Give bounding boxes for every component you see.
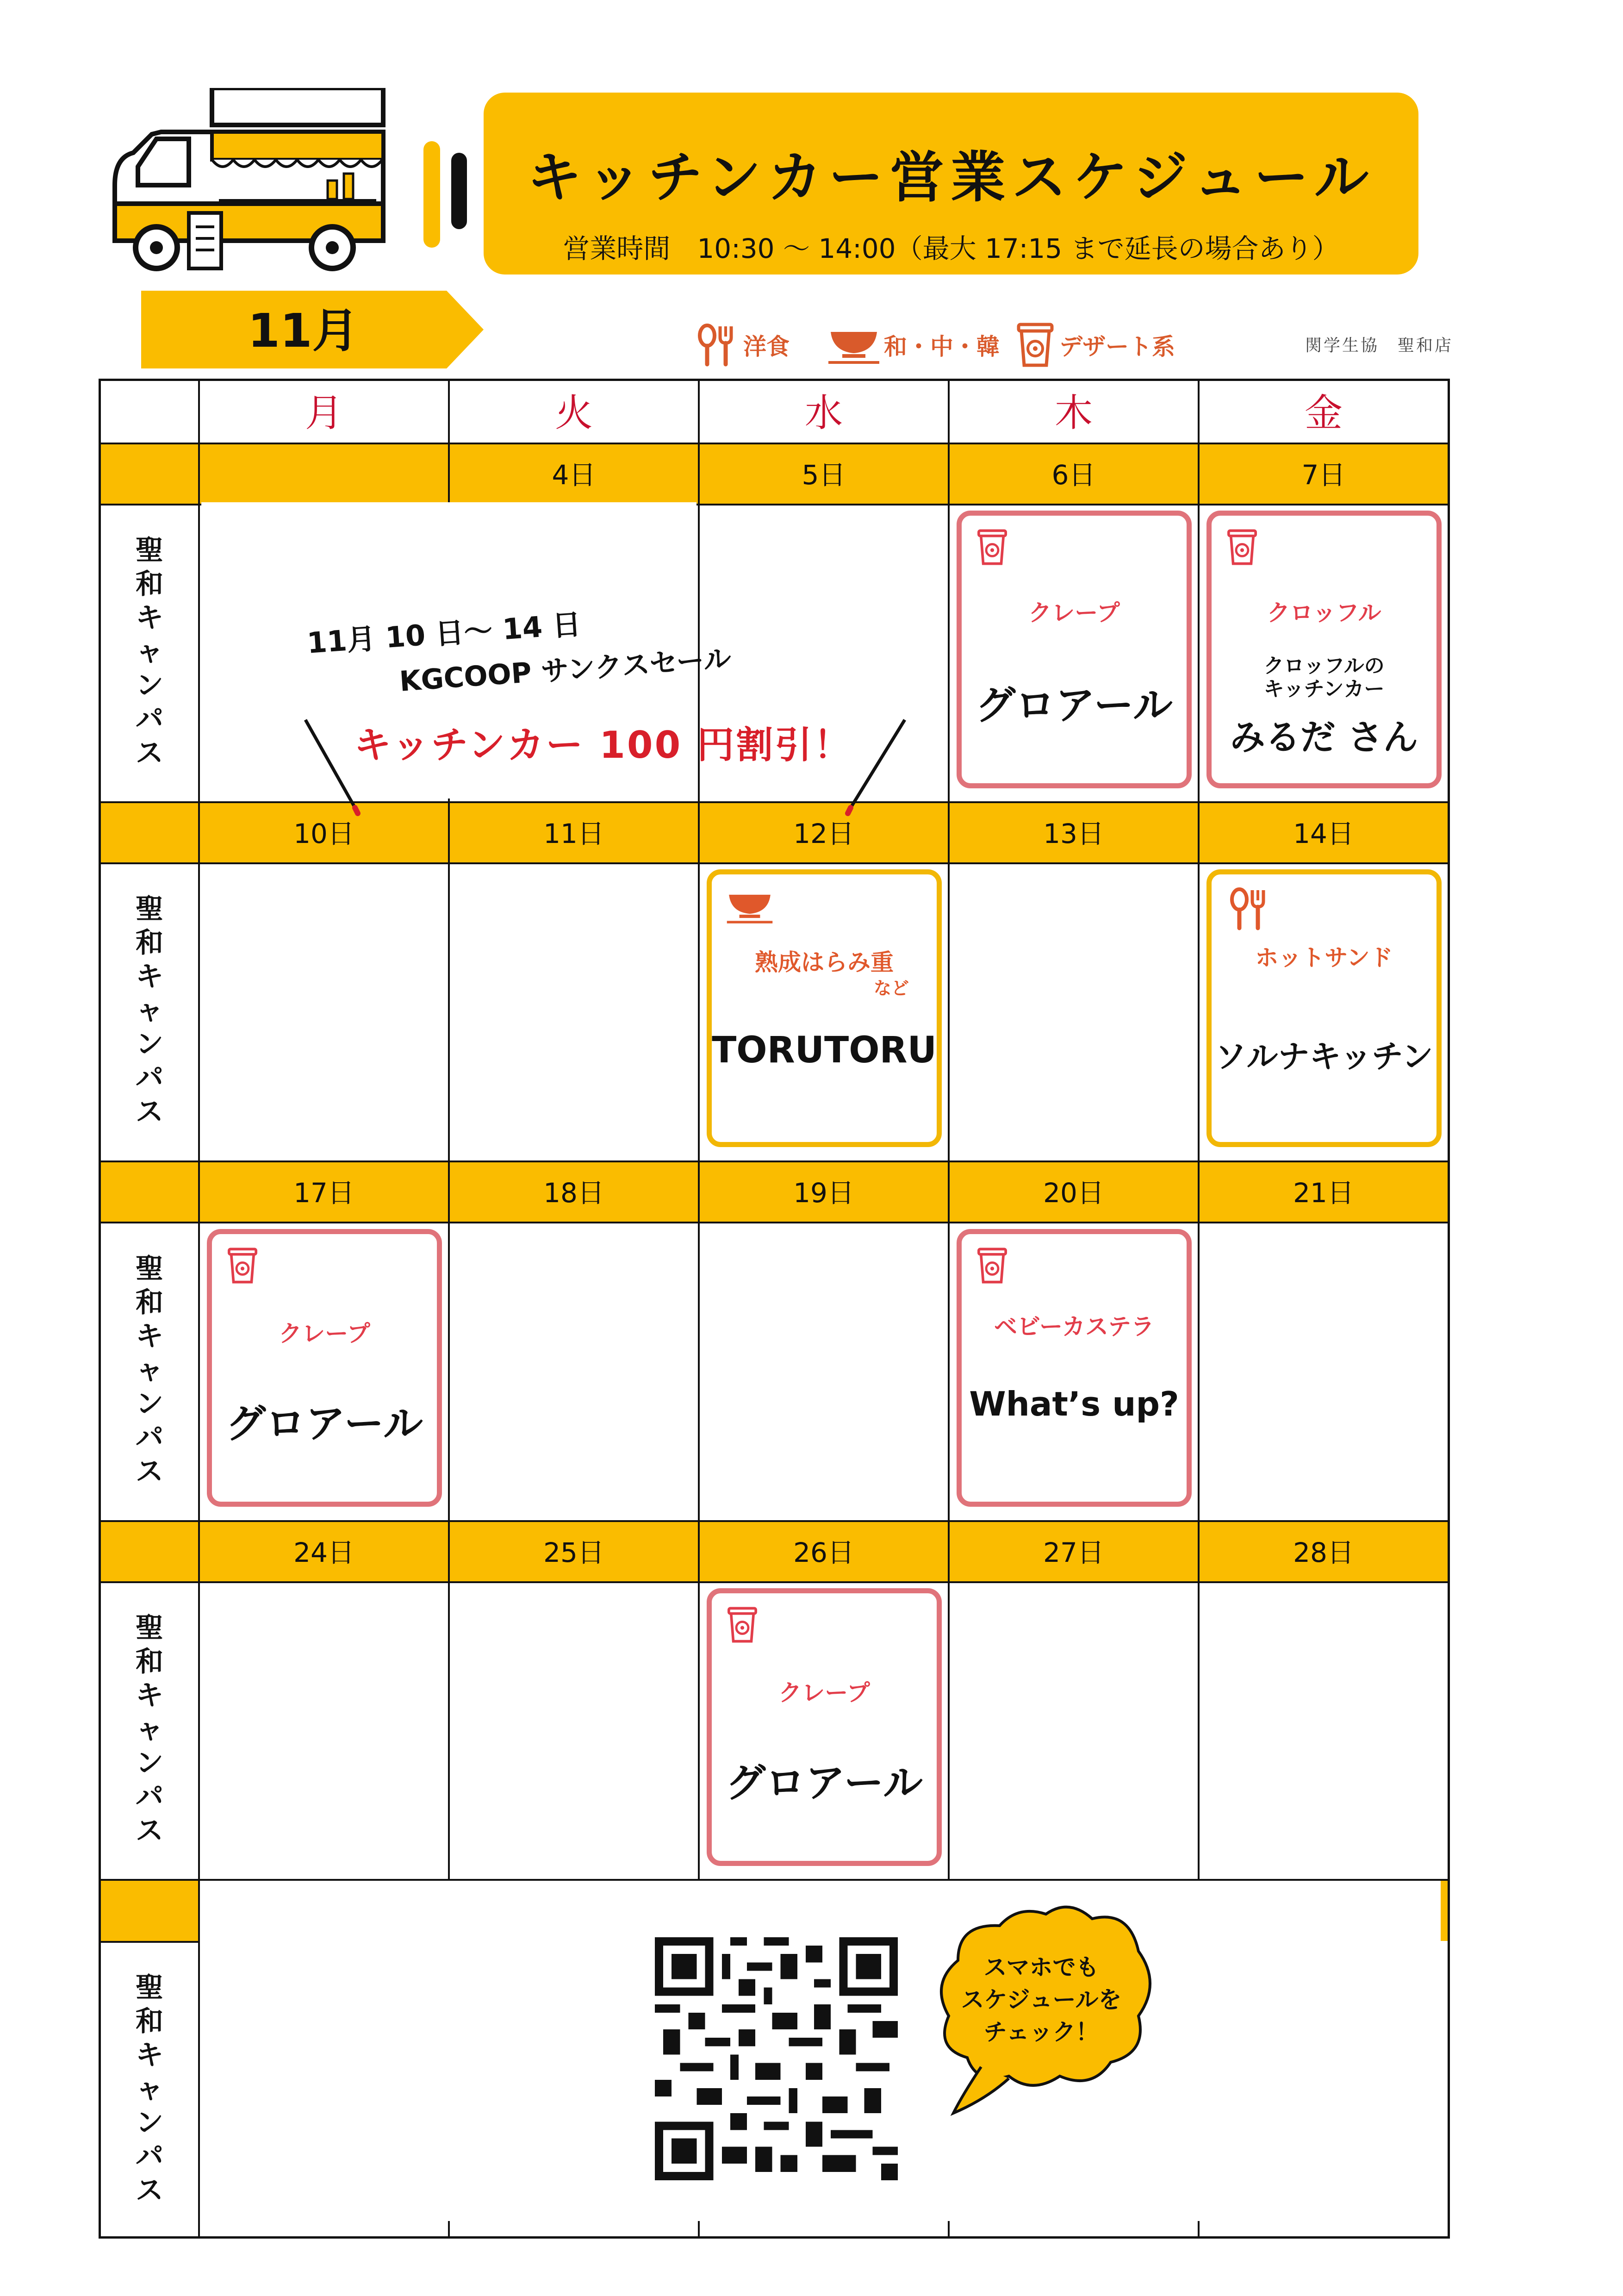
bubble-line: スマホでも	[983, 1954, 1099, 1981]
event-vendor: グロアール	[226, 1401, 423, 1447]
event-category: クレープ	[1028, 599, 1120, 626]
bowl-icon	[727, 886, 773, 926]
date-band-week5	[101, 1881, 198, 1941]
page-title: キッチンカー営業スケジュール	[527, 145, 1375, 209]
cup-icon	[1016, 323, 1055, 367]
weekday-mon: 月	[305, 391, 343, 435]
date-cell: 26日	[793, 1537, 854, 1568]
campus-label-text: 聖和キャンパス	[136, 893, 163, 1128]
event-card[interactable]	[707, 869, 942, 1147]
event-card[interactable]	[957, 1229, 1192, 1507]
date-cell: 25日	[543, 1537, 604, 1568]
weekday-fri: 金	[1304, 391, 1343, 435]
legend-dessert	[1016, 324, 1175, 366]
campus-label-text: 聖和キャンパス	[136, 1612, 163, 1847]
weekday-wed: 水	[804, 391, 843, 435]
date-cell: 12日	[793, 818, 854, 849]
weekday-thu: 木	[1054, 391, 1093, 435]
date-cell: 21日	[1293, 1177, 1354, 1209]
grid-line	[101, 862, 1448, 864]
campus-label	[101, 892, 198, 1129]
legend-western	[694, 324, 790, 366]
grid-tick	[698, 2221, 700, 2237]
cup-icon	[976, 528, 1008, 567]
campus-label	[101, 1252, 198, 1489]
date-cell: 24日	[293, 1537, 354, 1568]
event-vendor: TORUTORU	[712, 1029, 937, 1071]
date-cell: 14日	[1293, 818, 1354, 849]
grid-tick	[448, 2221, 450, 2237]
date-cell: 7日	[1301, 459, 1346, 491]
event-category: ホットサンド	[1255, 944, 1393, 971]
grid-line	[101, 1941, 198, 1943]
event-subtitle: クロッフルの	[1263, 654, 1385, 678]
food-truck-icon	[106, 88, 402, 282]
cup-icon	[227, 1246, 258, 1285]
date-cell: 18日	[543, 1177, 604, 1209]
campus-label	[101, 534, 198, 770]
sale-dates: 11月 10 日〜 14 日	[305, 607, 582, 660]
date-band-week5-edge	[1441, 1881, 1448, 1941]
date-cell	[200, 444, 448, 504]
event-card[interactable]	[1206, 869, 1442, 1147]
event-category: 熟成はらみ重	[755, 949, 894, 976]
grid-tick	[1198, 2221, 1200, 2237]
event-category: クロッフル	[1267, 599, 1381, 626]
sale-title: KGCOOP サンクスセール	[398, 642, 733, 698]
legend-label: 和・中・韓	[884, 333, 1000, 360]
campus-label-text: 聖和キャンパス	[136, 534, 163, 769]
weekday-tue: 火	[554, 391, 593, 435]
event-card[interactable]	[207, 1229, 442, 1507]
title-banner	[484, 93, 1418, 275]
event-category-suffix: など	[873, 978, 909, 998]
date-cell: 19日	[793, 1177, 854, 1209]
bubble-line: チェック！	[983, 2019, 1099, 2046]
bubble-line: スケジュールを	[961, 1986, 1122, 2013]
event-card[interactable]	[1206, 511, 1442, 788]
month-label: 11月	[248, 304, 359, 358]
event-vendor: What’s up?	[969, 1385, 1179, 1423]
date-cell: 17日	[293, 1177, 354, 1209]
qr-code[interactable]	[655, 1937, 898, 2180]
grid-line	[198, 381, 200, 2237]
date-cell: 5日	[802, 459, 846, 491]
date-cell: 6日	[1051, 459, 1096, 491]
cup-icon	[976, 1246, 1008, 1285]
event-category: ベビーカステラ	[994, 1313, 1154, 1340]
fork-spoon-icon	[1226, 886, 1271, 931]
business-hours: 営業時間 10:30 〜 14:00（最大 17:15 まで延長の場合あり）	[563, 233, 1339, 264]
event-vendor: みるだ さん	[1230, 717, 1418, 758]
campus-label	[101, 1971, 198, 2208]
campus-label-text: 聖和キャンパス	[136, 1253, 163, 1488]
bubble-text	[939, 1951, 1143, 2048]
date-cell: 13日	[1043, 818, 1104, 849]
date-cell: 28日	[1293, 1537, 1354, 1568]
grid-tick	[948, 2221, 950, 2237]
grid-line	[948, 381, 950, 1881]
date-cell: 10日	[293, 818, 354, 849]
legend-label: 洋食	[743, 333, 790, 360]
grid-line	[698, 381, 700, 1881]
store-name: 関学生協 聖和店	[1305, 336, 1454, 355]
event-category: クレープ	[279, 1320, 370, 1347]
date-cell: 4日	[552, 459, 596, 491]
event-vendor: グロアール	[976, 682, 1173, 729]
event-subtitle: キッチンカー	[1263, 677, 1385, 701]
title-accent-bar-dark	[451, 153, 467, 229]
sale-discount: キッチンカー 100 円割引！	[354, 724, 853, 767]
grid-line	[101, 1222, 1448, 1223]
title-accent-bar	[423, 141, 440, 248]
bowl-icon	[828, 323, 879, 367]
date-cell: 27日	[1043, 1537, 1104, 1568]
legend-asian	[828, 324, 1000, 366]
fork-spoon-icon	[694, 323, 739, 367]
cup-icon	[1226, 528, 1258, 567]
event-category: クレープ	[778, 1679, 870, 1706]
event-vendor: ソルナキッチン	[1215, 1039, 1433, 1075]
event-card[interactable]	[957, 511, 1192, 788]
sale-pointer-lines	[296, 715, 916, 849]
event-vendor: グロアール	[726, 1760, 923, 1806]
grid-line	[1198, 381, 1200, 1881]
legend-label: デザート系	[1059, 333, 1175, 360]
date-cell: 11日	[543, 818, 604, 849]
grid-line	[101, 1581, 1448, 1583]
cup-icon	[727, 1605, 758, 1644]
date-cell: 20日	[1043, 1177, 1104, 1209]
campus-label-text: 聖和キャンパス	[136, 1972, 163, 2207]
campus-label	[101, 1611, 198, 1848]
grid-line	[101, 1879, 1448, 1881]
event-card[interactable]	[707, 1588, 942, 1866]
